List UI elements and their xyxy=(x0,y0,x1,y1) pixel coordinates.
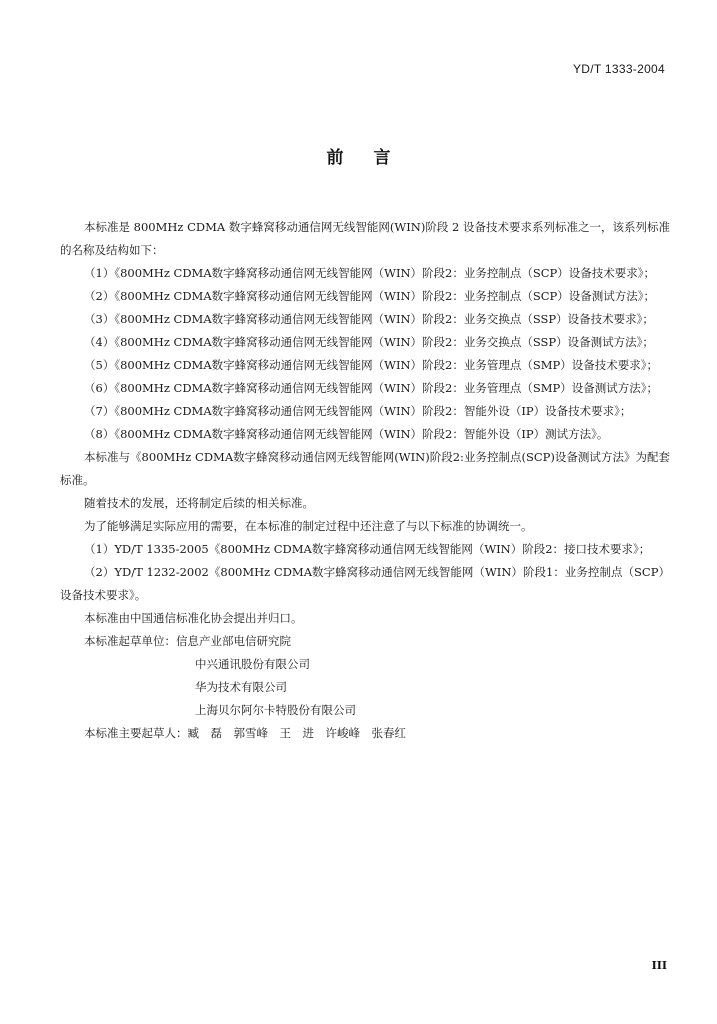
coordination-item-2: （2）YD/T 1232-2002《800MHz CDMA数字蜂窝移动通信网无线智能网（WIN）阶段1：业务控制点（SCP）设备技术要求》。 xyxy=(60,565,670,602)
drafting-unit-3: 华为技术有限公司 xyxy=(195,680,287,694)
series-item-3: （3）《800MHz CDMA数字蜂窝移动通信网无线智能网（WIN）阶段2：业务交换点（SSP）设备技术要求》； xyxy=(84,312,654,326)
drafting-unit-2: 中兴通讯股份有限公司 xyxy=(195,657,310,671)
series-item-2: （2）《800MHz CDMA数字蜂窝移动通信网无线智能网（WIN）阶段2：业务控制点（SCP）设备测试方法》； xyxy=(84,289,656,303)
series-item-5: （5）《800MHz CDMA数字蜂窝移动通信网无线智能网（WIN）阶段2：业务管理点（SMP）设备技术要求》； xyxy=(84,358,659,372)
companion-paragraph: 本标准与《800MHz CDMA数字蜂窝移动通信网无线智能网(WIN)阶段2:业务控制点(SCP)设备测试方法》为配套标准。 xyxy=(60,450,670,487)
page-title: 前言 xyxy=(326,148,421,168)
drafting-unit-4: 上海贝尔阿尔卡特股份有限公司 xyxy=(195,703,356,717)
coordination-paragraph: 为了能够满足实际应用的需要，在本标准的制定过程中还注意了与以下标准的协调统一。 xyxy=(84,519,533,533)
series-item-6: （6）《800MHz CDMA数字蜂窝移动通信网无线智能网（WIN）阶段2：业务管理点（SMP）设备测试方法》； xyxy=(84,381,659,395)
drafting-units-label: 本标准起草单位： xyxy=(84,634,176,648)
series-item-1: （1）《800MHz CDMA数字蜂窝移动通信网无线智能网（WIN）阶段2：业务控制点（SCP）设备技术要求》； xyxy=(84,266,656,280)
series-item-8: （8）《800MHz CDMA数字蜂窝移动通信网无线智能网（WIN）阶段2：智能外设（IP）测试方法》。 xyxy=(84,427,609,441)
series-item-7: （7）《800MHz CDMA数字蜂窝移动通信网无线智能网（WIN）阶段2：智能外设（IP）设备技术要求》； xyxy=(84,404,632,418)
coordination-item-1: （1）YD/T 1335-2005《800MHz CDMA数字蜂窝移动通信网无线智能网（WIN）阶段2：接口技术要求》； xyxy=(84,542,651,556)
drafters-names: 臧 磊 郭雪峰 王 进 许峻峰 张春红 xyxy=(187,726,406,740)
drafters-block xyxy=(60,722,670,745)
page-number: III xyxy=(651,959,667,972)
drafting-unit-1: 信息产业部电信研究院 xyxy=(176,634,291,648)
development-paragraph: 随着技术的发展，还将制定后续的相关标准。 xyxy=(84,496,314,510)
intro-paragraph: 本标准是 800MHz CDMA 数字蜂窝移动通信网无线智能网(WIN)阶段 2 设备技术要求系列标准之一，该系列标准的名称及结构如下： xyxy=(60,220,670,257)
drafting-units-block xyxy=(60,630,670,653)
standard-code-header: YD/T 1333-2004 xyxy=(572,62,665,76)
drafters-label: 本标准主要起草人： xyxy=(84,726,188,740)
proposed-by-paragraph: 本标准由中国通信标准化协会提出并归口。 xyxy=(84,611,303,625)
series-item-4: （4）《800MHz CDMA数字蜂窝移动通信网无线智能网（WIN）阶段2：业务交换点（SSP）设备测试方法》； xyxy=(84,335,654,349)
document-body xyxy=(60,216,670,745)
